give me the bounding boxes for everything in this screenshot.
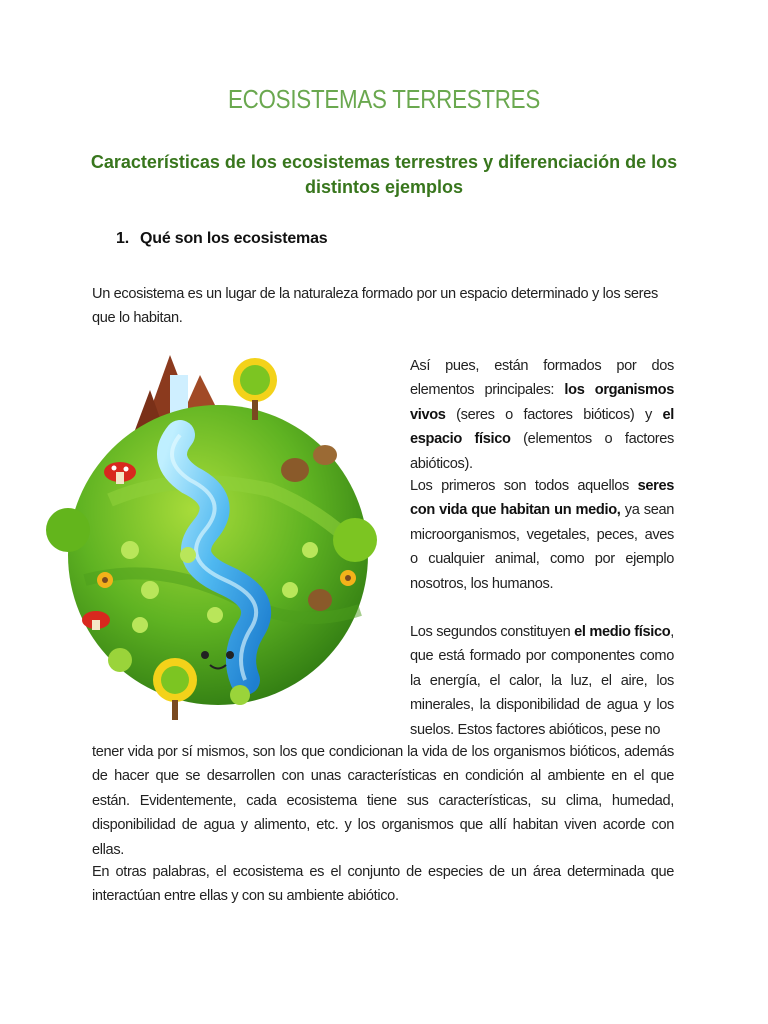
- text-run: Los primeros son todos aquellos: [410, 478, 638, 494]
- paragraph-abioticos-continued: tener vida por sí mismos, son los que condicionan la vida de los organismos bióticos, además de hacer que se desarrollen con unas características en condición al ambiente en el que están. Evidentemente, cada ecosistema tiene sus características, su clima, humedad, disponibilidad de agua y alimento, etc. y los organismos que allí habitan viven acorde con ellas.: [92, 744, 674, 858]
- bold-term-medio-fisico: el medio físico: [574, 624, 671, 640]
- paragraph-bioticos: [410, 474, 674, 596]
- paragraph-abioticos: [410, 620, 674, 742]
- section-heading-text: Qué son los ecosistemas: [140, 230, 328, 247]
- section-heading: [116, 230, 327, 248]
- bold-term-seres-con-vida: seres con vida que habitan un medio,: [410, 478, 674, 519]
- paragraph-elements: [410, 354, 674, 476]
- bold-term-espacio-fisico: el espacio físico: [410, 406, 674, 448]
- document-title: ECOSISTEMAS TERRESTRES: [228, 84, 540, 114]
- text-run: , que está formado por componentes como la energía, el calor, la luz, el aire, los minerales, la disponibilidad de agua y los suelos. Estos factores abióticos, pese no: [410, 624, 675, 738]
- text-run: Los segundos constituyen: [410, 624, 575, 640]
- text-run: Así pues, están formados por dos elementos principales:: [410, 358, 674, 399]
- earth-ecosystem-illustration: [40, 350, 390, 730]
- text-run: ya sean microorganismos, vegetales, peces, aves o cualquier animal, como por ejemplo nosotros, los humanos.: [410, 502, 674, 592]
- intro-paragraph: Un ecosistema es un lugar de la naturaleza formado por un espacio determinado y los seres que lo habitan.: [92, 286, 658, 327]
- text-run: (elementos o factores abióticos).: [410, 431, 674, 472]
- document-subtitle: Características de los ecosistemas terrestres y diferenciación de los distintos ejemplos: [90, 152, 678, 197]
- section-number: 1.: [116, 230, 129, 247]
- bold-term-organismos-vivos: los organismos vivos: [410, 382, 674, 423]
- paragraph-conclusion: En otras palabras, el ecosistema es el conjunto de especies de un área determinada que interactúan entre ellas y con su ambiente abiótico.: [92, 864, 674, 905]
- text-run: (seres o factores bióticos) y: [445, 406, 663, 423]
